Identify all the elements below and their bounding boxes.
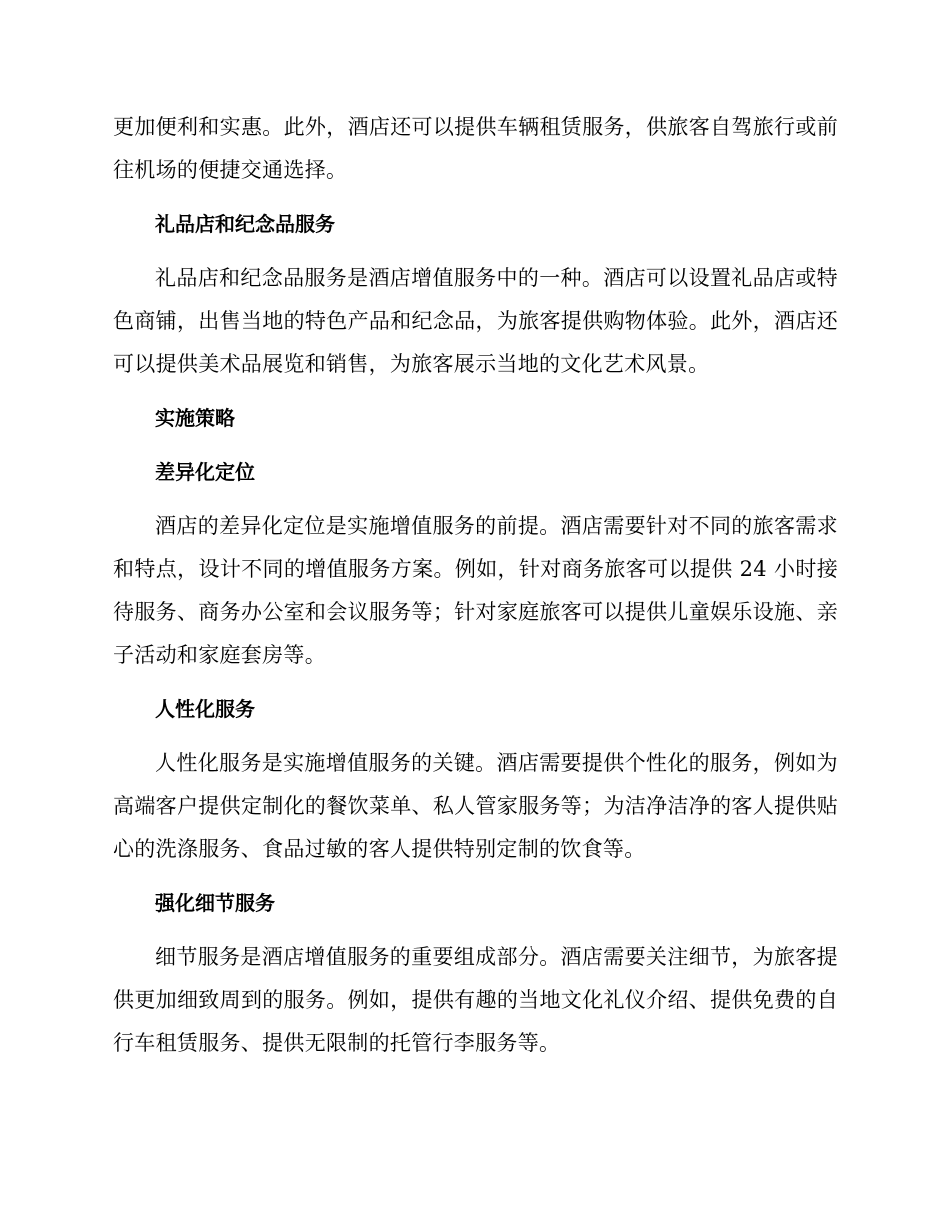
heading-strategy: 实施策略: [155, 406, 235, 430]
paragraph-transport: 更加便利和实惠。此外，酒店还可以提供车辆租赁服务，供旅客自驾旅行或前往机场的便捷交通选择。: [113, 115, 838, 182]
paragraph-gift-shop: 礼品店和纪念品服务是酒店增值服务中的一种。酒店可以设置礼品店或特色商铺，出售当地的特色产品和纪念品，为旅客提供购物体验。此外，酒店还可以提供美术品展览和销售，为旅客展示当地的文化艺术风景。: [113, 266, 838, 376]
document-page: [113, 106, 838, 1076]
paragraph-detail: 细节服务是酒店增值服务的重要组成部分。酒店需要关注细节，为旅客提供更加细致周到的服务。例如，提供有趣的当地文化礼仪介绍、提供免费的自行车租赁服务、提供无限制的托管行李服务等。: [113, 945, 838, 1055]
heading-personalized: 人性化服务: [155, 697, 255, 721]
heading-gift-shop: 礼品店和纪念品服务: [155, 212, 335, 236]
paragraph-personalized: 人性化服务是实施增值服务的关键。酒店需要提供个性化的服务，例如为高端客户提供定制化的餐饮菜单、私人管家服务等；为洁净洁净的客人提供贴心的洗涤服务、食品过敏的客人提供特别定制的饮食等。: [113, 751, 838, 861]
heading-detail: 强化细节服务: [155, 891, 275, 915]
heading-differentiation: 差异化定位: [155, 460, 255, 484]
paragraph-differentiation: 酒店的差异化定位是实施增值服务的前提。酒店需要针对不同的旅客需求和特点，设计不同的增值服务方案。例如，针对商务旅客可以提供 24 小时接待服务、商务办公室和会议服务等；针对家庭旅客可以提供儿童娱乐设施、亲子活动和家庭套房等。: [113, 514, 838, 667]
